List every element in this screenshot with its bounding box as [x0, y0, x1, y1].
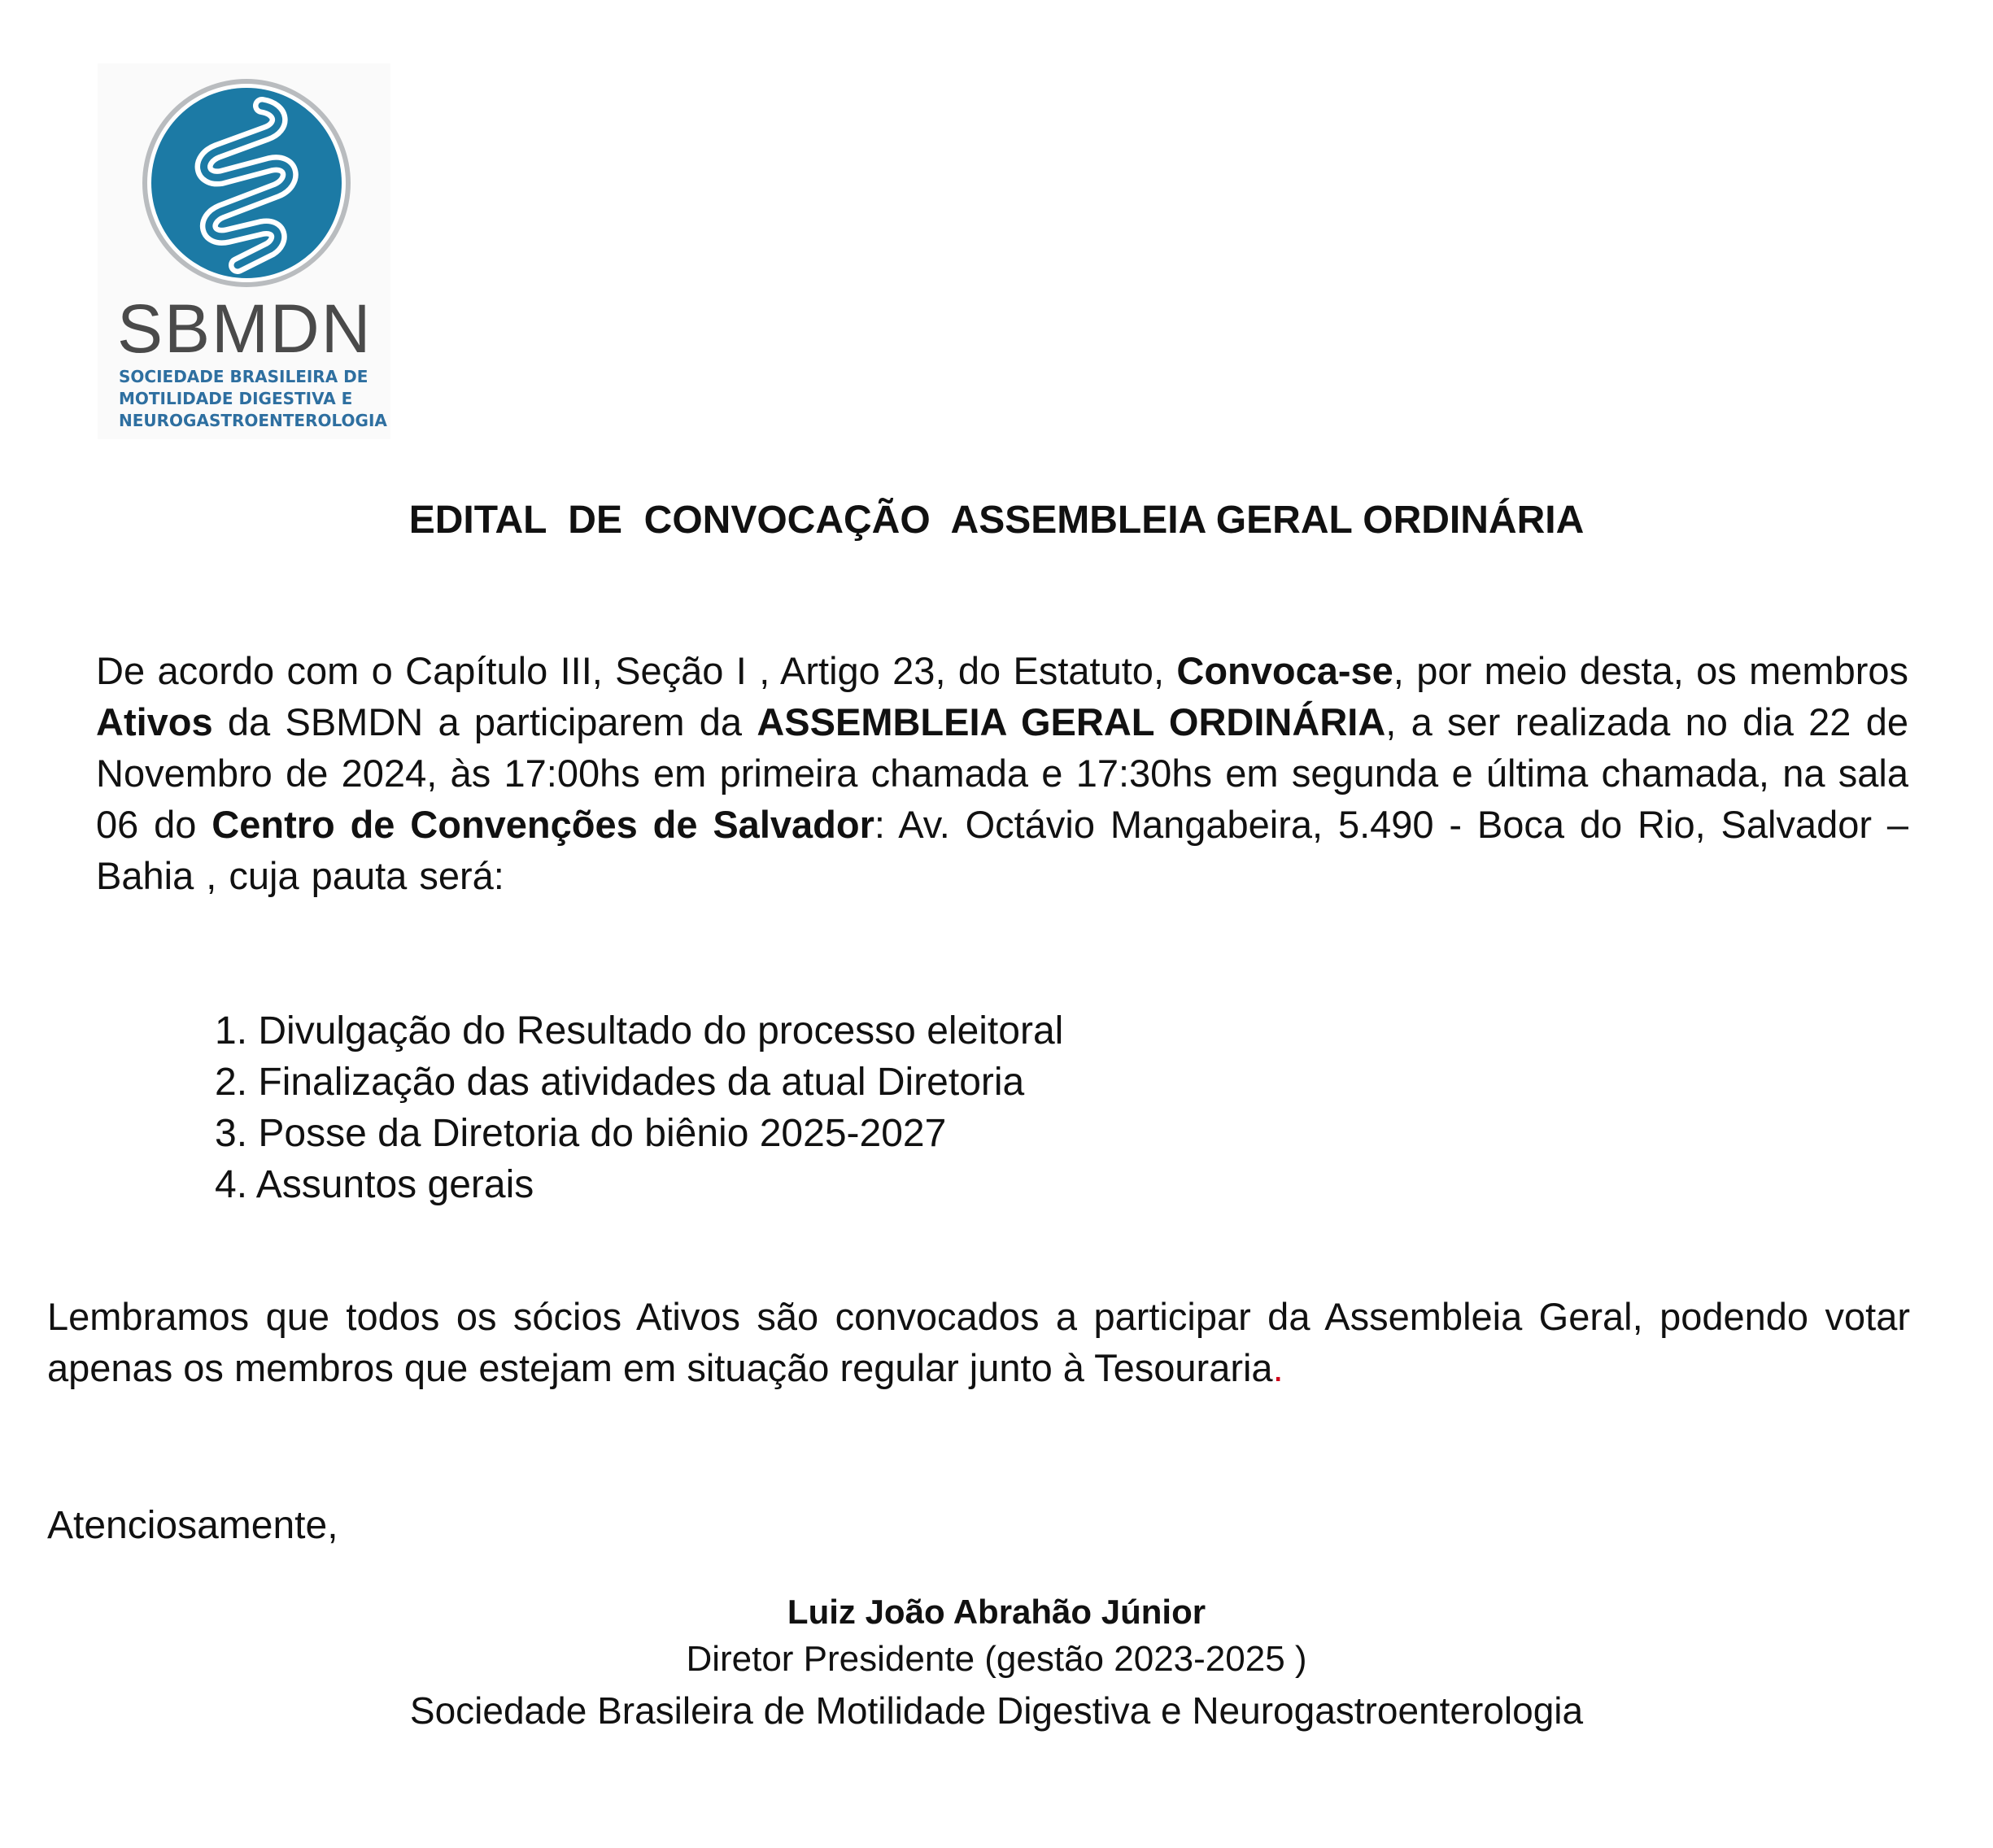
logo-name-line: MOTILIDADE DIGESTIVA E [119, 389, 353, 408]
logo-name-line: SOCIEDADE BRASILEIRA DE [119, 367, 369, 386]
paragraph-text: : Av. Octávio Mangabeira, 5.490 - Boca do Rio, Salvador – Bahia , cuja pauta será: [96, 803, 1908, 897]
agenda-item: 2. Finalização das atividades da atual Diretoria [215, 1061, 1025, 1104]
agenda-item: 4. Assuntos gerais [215, 1163, 534, 1206]
reminder-text: Lembramos que todos os sócios Ativos são convocados a participar da Assembleia Geral, podendo votar apenas os membros que estejam em situação regular junto à Tesouraria [47, 1295, 1910, 1389]
signatory-role: Diretor Presidente (gestão 2023-2025 ) [686, 1639, 1307, 1679]
logo-full-name [119, 366, 387, 432]
document-title: EDITAL DE CONVOCAÇÃO ASSEMBLEIA GERAL ORDINÁRIA [408, 499, 1585, 542]
paragraph-text: , por meio desta, os membros [1393, 649, 1908, 692]
signatory-organization: Sociedade Brasileira de Motilidade Digestiva e Neurogastroenterologia [409, 1689, 1584, 1732]
logo-abbreviation: SBMDN [117, 290, 373, 367]
reminder-paragraph [47, 1291, 1910, 1393]
sbmdn-logo [98, 63, 390, 439]
agenda-item: 1. Divulgação do Resultado do processo eleitoral [215, 1009, 1064, 1053]
intestine-circle-icon [140, 76, 353, 290]
signatory-name: Luiz João Abrahão Júnior [787, 1593, 1206, 1631]
paragraph-text: da SBMDN a participarem da [212, 700, 757, 743]
closing-salutation: Atenciosamente, [47, 1504, 338, 1547]
agenda-list [215, 1005, 1063, 1210]
convocation-paragraph [96, 645, 1908, 901]
paragraph-bold: Centro de Convenções de Salvador [212, 803, 874, 846]
logo-name-line: NEUROGASTROENTEROLOGIA [119, 411, 387, 430]
paragraph-bold: Ativos [96, 700, 213, 743]
paragraph-bold: ASSEMBLEIA GERAL ORDINÁRIA [757, 700, 1386, 743]
reminder-end-mark: . [1272, 1346, 1284, 1389]
paragraph-text: , a ser realizada no dia 22 de Novembro de 2024, às 17:00hs em primeira chamada e 17:30hs em segunda e última chamada, na sala 06 do [96, 700, 1908, 846]
paragraph-text: De acordo com o Capítulo III, Seção I , Artigo 23, do Estatuto, [96, 649, 1177, 692]
agenda-item: 3. Posse da Diretoria do biênio 2025-2027 [215, 1112, 947, 1155]
paragraph-bold: Convoca-se [1176, 649, 1393, 692]
